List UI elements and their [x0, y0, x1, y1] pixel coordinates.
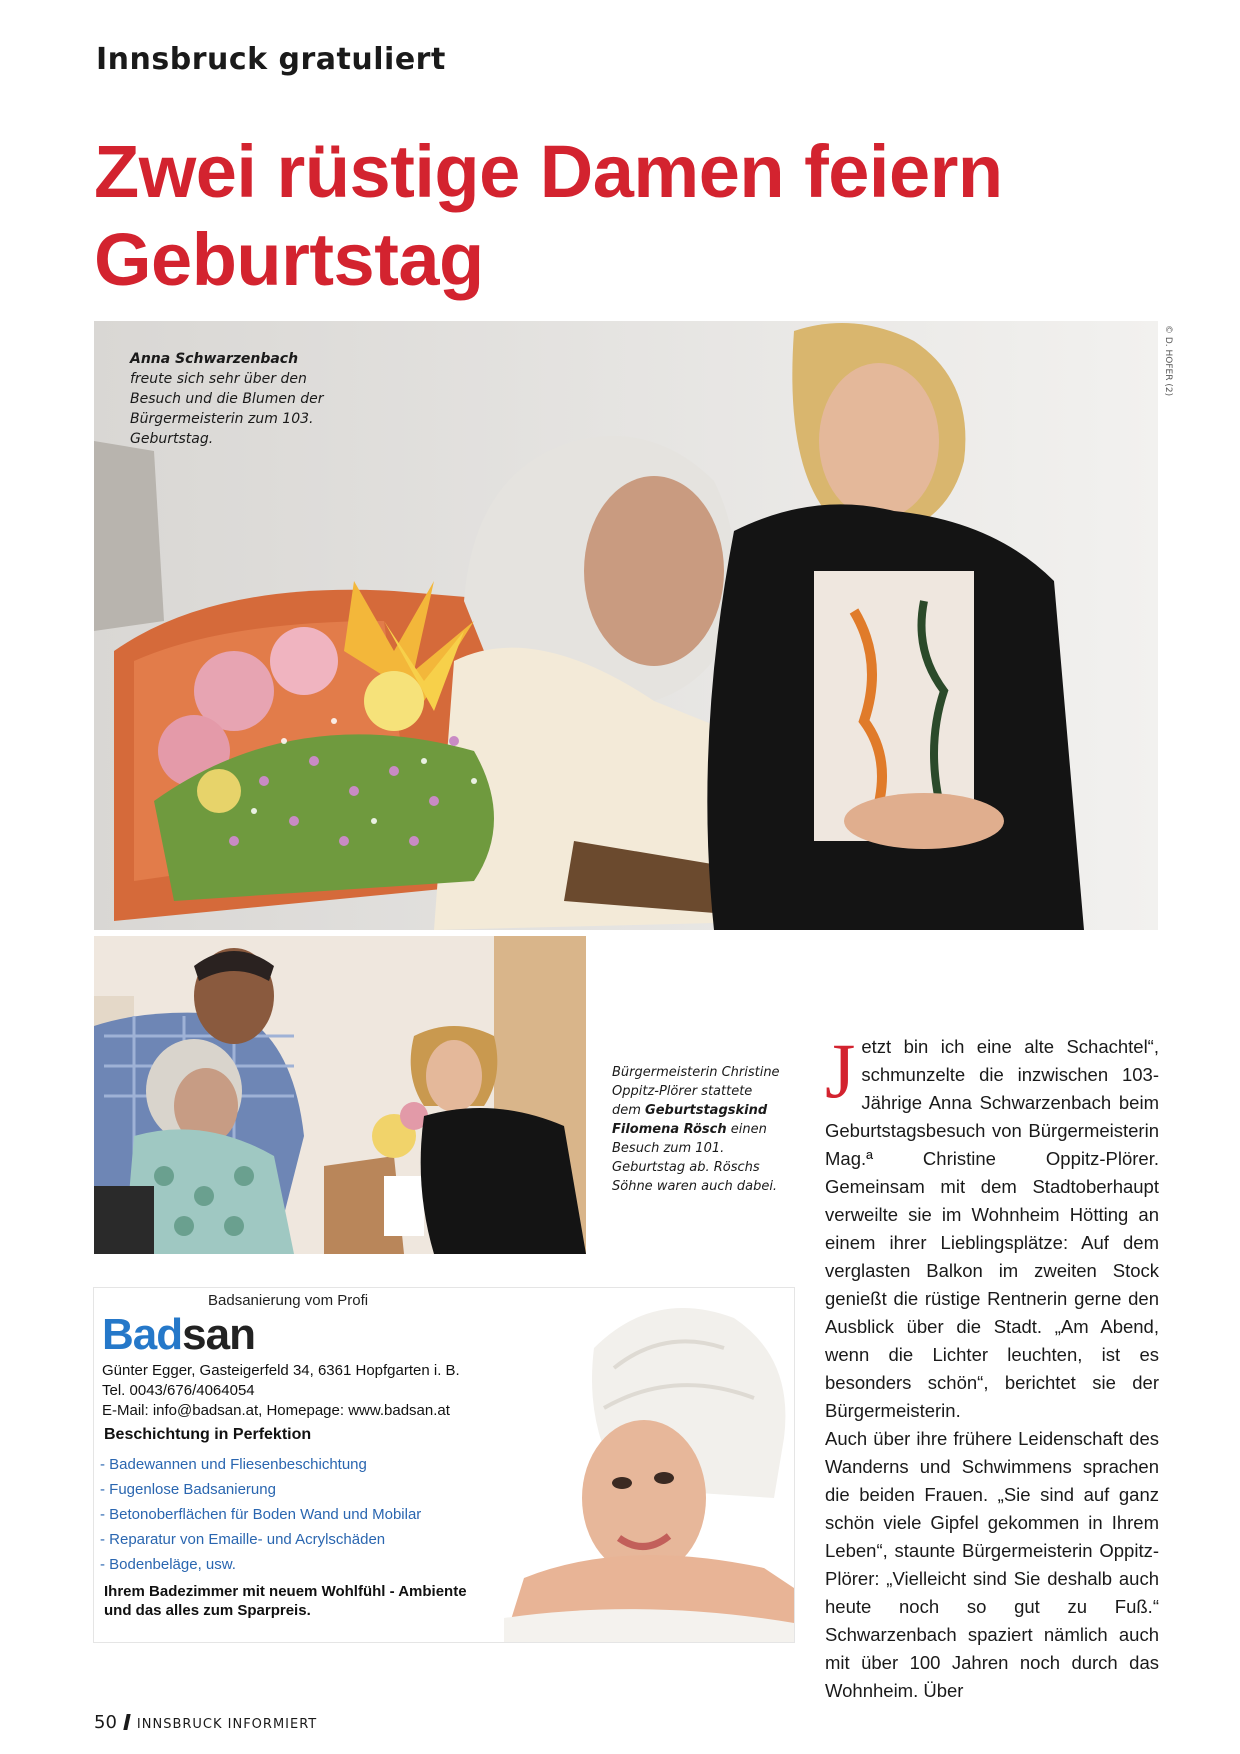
ad-address: Günter Egger, Gasteigerfeld 34, 6361 Hopfgarten i. B. [102, 1362, 460, 1379]
paragraph-1-text: etzt bin ich eine alte Schachtel“, schmunzelte die inzwischen 103-Jährige Anna Schwarzenbach beim Geburtstagsbesuch von Bürgermeisterin Mag.ª Christine Oppitz-Plörer. Gemeinsam mit dem Stadtoberhaupt verweilte sie im Wohnheim Hötting an einem ihrer Lieblingsplätze: Auf dem verglasten Balkon im zweiten Stock genießt die rüstige Rentnerin gerne den Ausblick über die Stadt. „Am Abend, wenn die Lichter leuchten, ist es besonders schön“, berichtet sie der Bürgermeisterin. [825, 1036, 1159, 1421]
ad-service-item: - Betonoberflächen für Boden Wand und Mobilar [100, 1506, 422, 1523]
caption-text-2: einen Besuch zum 101. Geburtstag ab. Röschs Söhne waren auch dabei. [612, 1122, 778, 1194]
caption-text: freute sich sehr über den Besuch und die Blumen der Bürgermeisterin zum 103. Geburtstag. [130, 371, 324, 447]
main-photo-caption [130, 349, 340, 449]
ad-email-homepage[interactable]: E-Mail: info@badsan.at, Homepage: www.badsan.at [102, 1402, 450, 1419]
article-paragraph-1 [825, 1027, 1159, 1425]
article-headline [94, 128, 1174, 304]
ad-service-item: - Badewannen und Fliesenbeschichtung [100, 1456, 367, 1473]
ad-heading: Beschichtung in Perfektion [104, 1426, 312, 1443]
photo-credit-text: © D. HOFER (2) [1163, 325, 1173, 397]
ad-footer-line-2: und das alles zum Sparpreis. [104, 1602, 311, 1619]
headline-line-1: Zwei rüstige Damen feiern [94, 130, 1003, 213]
ad-phone[interactable]: Tel. 0043/676/4064054 [102, 1382, 255, 1399]
logo-part-san: san [182, 1310, 255, 1359]
second-photo-illustration [94, 936, 586, 1254]
footer-separator [123, 1714, 130, 1730]
ad-service-item: - Bodenbeläge, usw. [100, 1556, 236, 1573]
ad-model-image [504, 1288, 794, 1642]
second-photo-caption [612, 1063, 782, 1196]
ad-footer [104, 1582, 534, 1620]
ad-footer-line-1: Ihrem Badezimmer mit neuem Wohlfühl - Ambiente [104, 1583, 467, 1600]
caption-bold: Geburtstagskind Filomena Rösch [612, 1103, 768, 1137]
ad-service-item: - Fugenlose Badsanierung [100, 1481, 276, 1498]
photo-credit [1161, 325, 1177, 445]
second-photo [94, 936, 586, 1254]
ad-tagline: Badsanierung vom Profi [208, 1292, 369, 1309]
section-kicker: Innsbruck gratuliert [96, 42, 446, 77]
page-number: 50 [94, 1712, 117, 1733]
logo-part-bad: Bad [102, 1310, 183, 1359]
badsan-advertisement[interactable] [94, 1288, 794, 1642]
page-footer [94, 1712, 317, 1733]
publication-name: INNSBRUCK INFORMIERT [136, 1717, 318, 1732]
drop-cap: J [825, 1027, 856, 1114]
article-paragraph-2: Auch über ihre frühere Leidenschaft des Wanderns und Schwimmens sprachen die beiden Frauen. „Sie sind auf ganz schön viele Gipfel gekommen in Ihrem Leben“, staunte Bürgermeisterin Oppitz-Plörer: „Vielleicht sind Sie deshalb auch heute noch so gut zu Fuß.“ Schwarzenbach spaziert nämlich auch mit über 100 Jahren noch durch das Wohnheim. Über [825, 1428, 1159, 1701]
ad-service-list [100, 1452, 421, 1577]
caption-name: Anna Schwarzenbach [130, 351, 299, 367]
ad-service-item: - Reparatur von Emaille- und Acrylschäden [100, 1531, 386, 1548]
article-body [825, 1027, 1159, 1705]
caption-text-1: Bürgermeisterin Christine Oppitz-Plörer stattete dem [612, 1065, 780, 1118]
headline-line-2: Geburtstag [94, 218, 484, 301]
badsan-logo [102, 1310, 255, 1360]
